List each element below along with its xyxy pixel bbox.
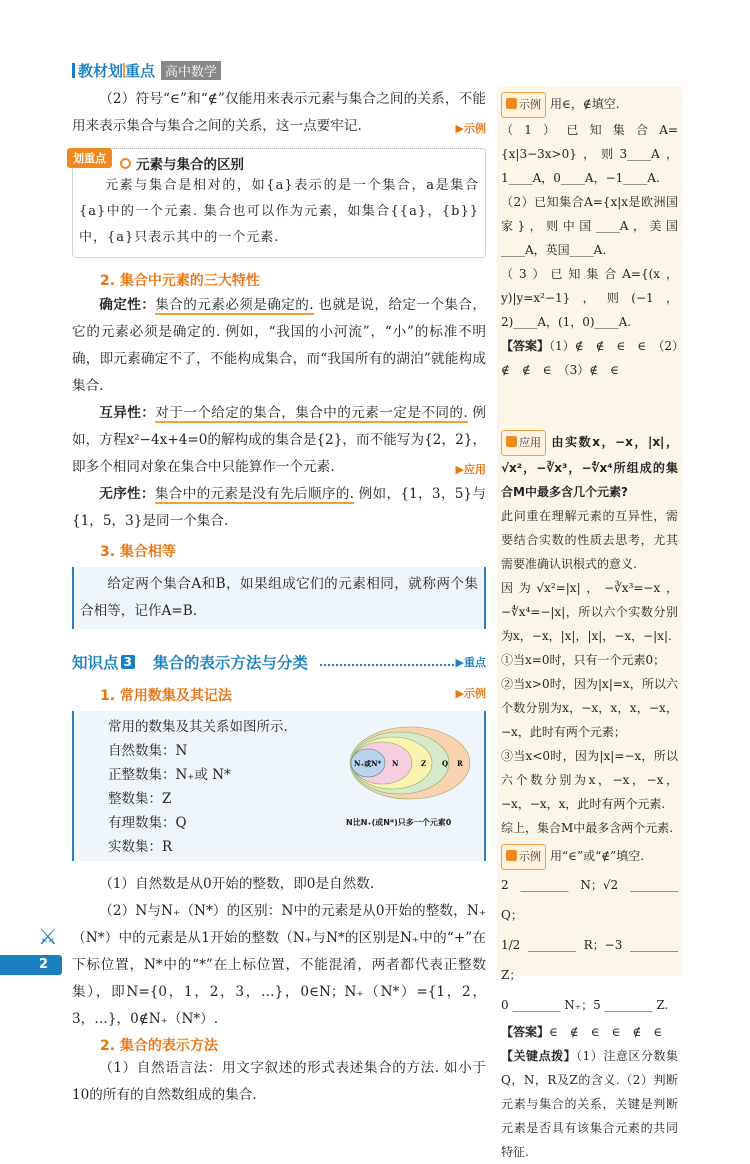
keypoint-box bbox=[72, 148, 486, 258]
venn-label: Z bbox=[421, 759, 427, 768]
keypoint-label: 划重点 bbox=[67, 148, 112, 168]
set-item: 自然数集：N bbox=[108, 743, 188, 759]
set-item: 实数集：R bbox=[108, 839, 173, 855]
example-badge: 示例 bbox=[501, 844, 546, 870]
sidebar bbox=[497, 86, 682, 1159]
application: 应用 由实数x，−x，|x|，√x²，−∛x³，−∜x⁴所组成的集合M中最多含几个元素? 此问重在理解元素的互异性，需要结合实数的性质去思考，尤其需要准确认识根式的意义. 因为√x²=|x|，−∛x³=−x，−∜x⁴=−|x|，所以六个实数分别为x，−x，|x|，|x|，−x，−|x|. ①当x=0时，只有一个元素0； ②当x>0时，因为|x|=x，所以六个数分别为x，−x，x，x，−x，−x，此时有两个元素； ③当x<0时，因为|x|=−x，所以六个数分别为x，−x，−x，−x，−x，x，此时有两个元素. 综上，集合M中最多含两个元素. bbox=[497, 430, 682, 840]
venn-label: N₊或N* bbox=[354, 759, 382, 768]
set-item: 有理数集：Q bbox=[108, 815, 187, 831]
example-badge: 示例 bbox=[501, 92, 546, 118]
subject-label: 高中数学 bbox=[161, 61, 221, 80]
brand-a: 教材划 bbox=[78, 62, 124, 80]
natural-language-paragraph: （1）自然语言法：用文字叙述的形式表述集合的方法. 如小于10的所有的自然数组成的集合. bbox=[72, 1060, 486, 1103]
example-link[interactable]: ▶示例 bbox=[455, 687, 486, 700]
brand-b: 重点 bbox=[125, 62, 156, 80]
note-paragraph: （2）N与N₊（N*）的区别：N中的元素是从0开始的整数，N₊（N*）中的元素是从1开始的整数（N₊与N*的区别是N₊中的“+”在下标位置，N*中的“*”在上标位置，不能混淆，两者都代表正整数集），即N={0，1，2，3，…}，0∈N；N₊（N*）={1，2，3，…}，0∉N₊（N*）. bbox=[72, 903, 486, 1027]
application-link[interactable]: ▶应用 bbox=[455, 463, 486, 476]
section-heading: 2. 集合的表示方法 bbox=[100, 1038, 218, 1054]
set-item: 正整数集：N₊或 N* bbox=[108, 767, 231, 783]
example-2: 示例 用“∈”或“∉”填空. 2 ________ N；√2 ________ Q； 1/2 ________ R；−3 ________ Z； 0 ________ N₊；5 ________ Z. 【答案】∈ ∉ ∈ ∈ ∉ ∈ 【关键点拨】（1）注意区分数集Q，N，R及Z的含义.（2）判断元素与集合的关系，关键是判断元素是否具有该集合元素的共同特征. bbox=[497, 844, 682, 1164]
target-icon bbox=[120, 158, 131, 169]
document-icon bbox=[506, 98, 517, 109]
paragraph-determinacy: 确定性：集合的元素必须是确定的. 也就是说，给定一个集合，它的元素必须是确定的. 例如，“我国的小河流”，“小”的标准不明确，即元素确定不了，不能构成集合，而“我国所有的湖泊”就能构成集合. bbox=[72, 297, 486, 394]
venn-label: Q bbox=[442, 759, 449, 768]
pencil-icon bbox=[506, 436, 517, 447]
number-sets-box: 常用的数集及其关系如图所示. 自然数集：N 正整数集：N₊或 N* 整数集：Z 有理数集：Q 实数集：R N₊或N* N Z Q R N比N₊(或N*)只多一个元素0 bbox=[72, 711, 486, 861]
keypoint-text: 元素与集合是相对的，如{a}表示的是一个集合，a是集合{a}中的一个元素. 集合也可以作为元素，如集合{{a}，{b}}中，{a}只表示其中的一个元素. bbox=[79, 178, 479, 245]
knowledge-point-heading: 知识点 3 集合的表示方法与分类 ▶重点 bbox=[72, 654, 486, 672]
paragraph-unordered: 无序性：集合中的元素是没有先后顺序的. 例如，{1，3，5}与{1，5，3}是同一个集合. bbox=[72, 486, 486, 529]
application-badge: 应用 bbox=[501, 430, 546, 456]
section-heading: 3. 集合相等 bbox=[100, 544, 176, 560]
note-paragraph: （1）自然数是从0开始的整数，即0是自然数. bbox=[99, 876, 375, 892]
intro-paragraph: （2）符号“∈”和“∉”仅能用来表示元素与集合之间的关系，不能用来表示集合与集合之间的关系，这一点要牢记. bbox=[72, 91, 486, 134]
example-1: 示例 用∈，∉填空. （1）已知集合A={x|3−3x>0}，则3____A，1____A，0____A，−1____A. （2）已知集合A={x|x是欧洲国家}，则中国____A，美国____A，英国____A. （3）已知集合A={(x，y)|y=x²−1}，则(−1，2)____A，(1，0)____A. 【答案】（1）∉ ∉ ∈ ∈ （2）∉ ∉ ∈ （3）∉ ∈ bbox=[497, 86, 682, 382]
runner-figure-icon: ⚔ bbox=[38, 925, 58, 950]
page-number: 2 bbox=[0, 955, 62, 975]
keypoint-title: 元素与集合的区别 bbox=[136, 157, 244, 173]
number-set-venn-diagram bbox=[344, 721, 474, 809]
venn-label: N bbox=[392, 759, 399, 768]
set-item: 整数集：Z bbox=[108, 791, 172, 807]
venn-label: R bbox=[457, 759, 463, 768]
definition-box: 给定两个集合A和B，如果组成它们的元素相同，就称两个集合相等，记作A=B. bbox=[72, 567, 486, 629]
page-header bbox=[72, 60, 221, 81]
document-icon bbox=[506, 850, 517, 861]
section-heading: 2. 集合中元素的三大特性 bbox=[100, 273, 260, 289]
section-heading: 1. 常用数集及其记法 bbox=[100, 688, 232, 704]
paragraph-distinctness: 互异性：对于一个给定的集合，集合中的元素一定是不同的. 例如，方程x²−4x+4=0的解构成的集合是{2}，而不能写为{2，2}，即多个相同对象在集合中只能算作一个元素. bbox=[72, 405, 486, 475]
venn-caption: N比N₊(或N*)只多一个元素0 bbox=[346, 818, 452, 827]
key-link[interactable]: ▶重点 bbox=[455, 656, 486, 669]
intro-example-link[interactable]: ▶示例 bbox=[455, 122, 486, 135]
